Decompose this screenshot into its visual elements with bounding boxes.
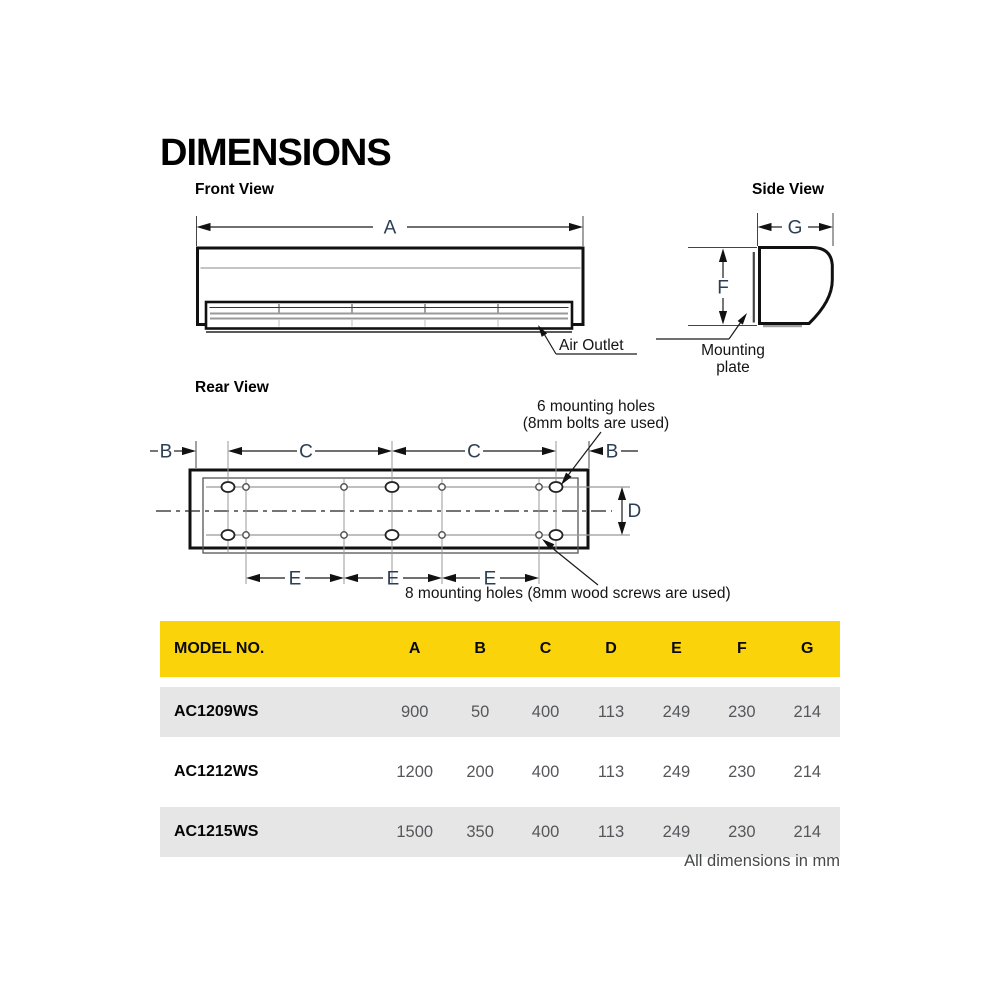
dimensions-table <box>160 621 840 857</box>
screw-holes-note: 8 mounting holes (8mm wood screws are used) <box>405 585 731 602</box>
table-row <box>160 747 840 797</box>
bolt-holes-note-line2: (8mm bolts are used) <box>522 415 670 432</box>
value-f: 230 <box>728 702 756 721</box>
value-f: 230 <box>728 822 756 841</box>
bolt-holes-note-line1: 6 mounting holes <box>536 398 656 415</box>
model-number: AC1212WS <box>174 763 259 780</box>
column-header-g: G <box>801 640 814 657</box>
side-view-drawing <box>650 200 880 385</box>
value-d: 113 <box>597 762 625 781</box>
value-g: 214 <box>793 762 822 781</box>
dim-b-right-label: B <box>605 441 619 463</box>
column-header-d: D <box>605 640 617 657</box>
value-f: 230 <box>728 762 756 781</box>
column-header-model: MODEL NO. <box>174 640 265 657</box>
rear-view-drawing <box>140 395 780 610</box>
callout-arrow-icon <box>738 313 747 325</box>
dim-f-label: F <box>717 277 729 299</box>
value-a: 1500 <box>396 822 434 841</box>
dim-d-label: D <box>627 501 642 522</box>
table-row <box>160 687 840 737</box>
dim-a-label: A <box>383 217 397 239</box>
value-e: 249 <box>662 702 691 721</box>
arrow-right-icon <box>569 223 583 231</box>
rear-view-label: Rear View <box>195 379 269 396</box>
value-c: 400 <box>531 762 560 781</box>
mounting-plate-label-line1: Mounting <box>701 342 765 359</box>
table-header-row <box>160 621 840 677</box>
dim-b-left-label: B <box>159 441 173 463</box>
column-header-a: A <box>408 640 421 657</box>
column-header-c: C <box>539 640 552 657</box>
value-a: 1200 <box>396 762 434 781</box>
value-a: 900 <box>400 702 429 721</box>
value-c: 400 <box>531 702 560 721</box>
dim-e1-label: E <box>288 568 302 590</box>
side-body-profile <box>760 248 833 324</box>
column-header-f: F <box>736 640 747 657</box>
value-e: 249 <box>662 762 691 781</box>
value-b: 350 <box>466 822 494 841</box>
side-view-label: Side View <box>752 181 825 198</box>
value-d: 113 <box>597 822 625 841</box>
front-view-drawing <box>150 200 650 365</box>
value-e: 249 <box>662 822 691 841</box>
page-title: DIMENSIONS <box>160 132 391 174</box>
value-d: 113 <box>597 702 625 721</box>
dimension-g <box>758 213 834 246</box>
mounting-plate-callout <box>656 313 765 376</box>
front-view-label: Front View <box>195 181 274 198</box>
dimension-bccb <box>150 442 638 463</box>
dimension-a <box>197 216 584 246</box>
value-b: 200 <box>466 762 494 781</box>
dim-g-label: G <box>787 217 803 239</box>
mounting-plate-label-line2: plate <box>716 359 750 376</box>
model-number: AC1215WS <box>174 823 259 840</box>
dim-e3-label: E <box>483 568 497 590</box>
table-row <box>160 807 840 857</box>
value-g: 214 <box>793 822 822 841</box>
dim-e2-label: E <box>386 568 400 590</box>
air-outlet-grille <box>206 302 572 332</box>
dimension-d <box>618 487 641 535</box>
arrow-left-icon <box>197 223 211 231</box>
value-b: 50 <box>470 702 490 721</box>
model-number: AC1209WS <box>174 703 259 720</box>
units-note: All dimensions in mm <box>684 852 840 870</box>
air-outlet-label: Air Outlet <box>559 337 624 354</box>
value-c: 400 <box>531 822 560 841</box>
column-header-b: B <box>474 640 486 657</box>
dim-c-right-label: C <box>467 441 481 463</box>
value-g: 214 <box>793 702 822 721</box>
column-header-e: E <box>671 640 682 657</box>
dim-c-left-label: C <box>299 441 313 463</box>
